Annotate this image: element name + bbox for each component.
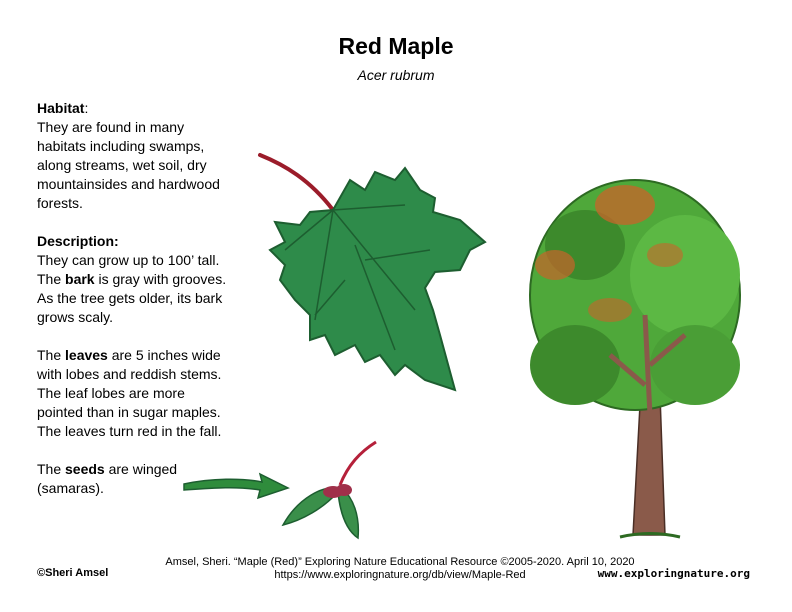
leaves-pre: The bbox=[37, 347, 66, 363]
habitat-text: They are found in many habitats including swamps, along streams, wet soil, dry mountainsides and hardwood forests. bbox=[37, 119, 220, 211]
bark-pre: The bbox=[37, 271, 66, 287]
citation-url: https://www.exploringnature.org/db/view/Maple-Red bbox=[274, 569, 526, 581]
habitat-heading-colon: : bbox=[84, 100, 89, 116]
scientific-name: Acer rubrum bbox=[357, 67, 435, 83]
leaves-post: are 5 inches wide with lobes and reddish stems. The leaf lobes are more pointed than in sugar maples. The leaves turn red in the fall. bbox=[37, 347, 222, 439]
maple-leaf-illustration bbox=[255, 150, 500, 395]
page-title: Red Maple bbox=[338, 33, 454, 59]
height-text: They can grow up to 100’ tall. bbox=[37, 252, 220, 268]
text-column bbox=[37, 99, 227, 498]
description-heading: Description: bbox=[37, 233, 119, 249]
seeds-term: seeds bbox=[65, 461, 105, 477]
bark-term: bark bbox=[65, 271, 95, 287]
habitat-section bbox=[37, 99, 227, 118]
bark-post: is gray with grooves. As the tree gets older, its bark grows scaly. bbox=[37, 271, 227, 325]
red-maple-tree-illustration bbox=[515, 165, 765, 550]
leaves-term: leaves bbox=[65, 347, 108, 363]
bark-text bbox=[37, 270, 227, 327]
citation-line-1: Amsel, Sheri. “Maple (Red)” Exploring Nature Educational Resource ©2005-2020. April 10, 2020 bbox=[165, 556, 635, 568]
website-label: www.exploringnature.org bbox=[597, 567, 750, 580]
seeds-pre: The bbox=[37, 461, 66, 477]
citation bbox=[120, 556, 680, 582]
leaves-text bbox=[37, 346, 227, 441]
seeds-post: are winged (samaras). bbox=[37, 461, 178, 496]
samara-seeds-illustration bbox=[278, 440, 388, 540]
habitat-heading: Habitat bbox=[37, 100, 85, 116]
copyright-label: ©Sheri Amsel bbox=[37, 567, 109, 579]
arrow-to-seeds bbox=[182, 470, 292, 500]
